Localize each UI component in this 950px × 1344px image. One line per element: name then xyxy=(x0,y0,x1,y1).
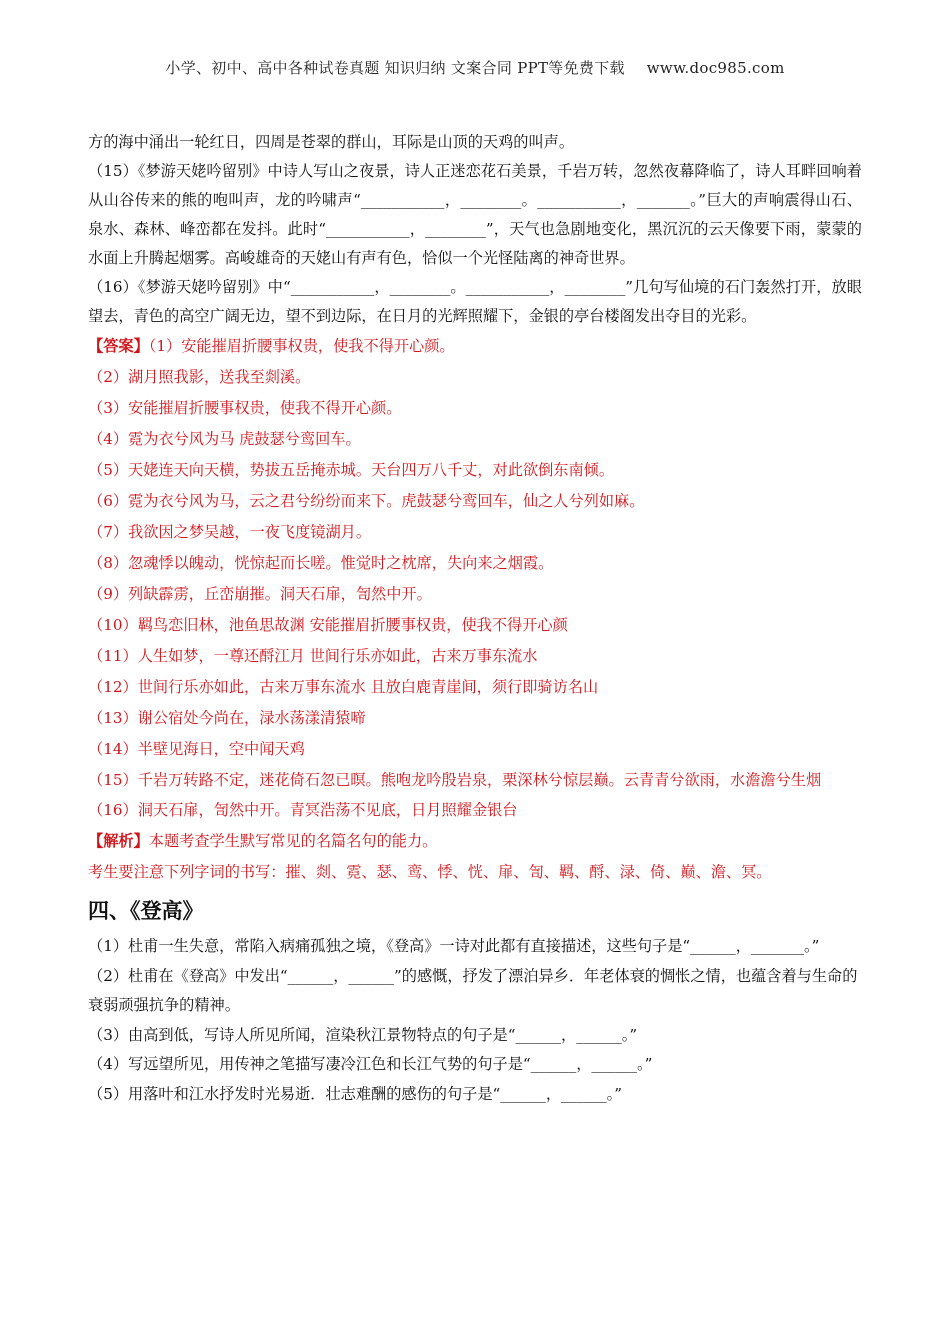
section-question: （2）杜甫在《登高》中发出“______，______”的感慨，抒发了漂泊异乡．年老体衰的惆怅之情，也蕴含着与生命的衰弱顽强抗争的精神。 xyxy=(88,966,858,1014)
question-15: （15）《梦游天姥吟留别》中诗人写山之夜景，诗人正迷恋花石美景，千岩万转，忽然夜幕降临了，诗人耳畔回响着从山谷传来的熊的咆叫声，龙的吟啸声“___________，________。___________，_______。”巨大的声响震得山石、泉水、森林、峰峦都在发抖。此时“___________，________”，天气也急剧地变化，黑沉沉的云天像要下雨，蒙蒙的水面上升腾起烟雾。高峻雄奇的天姥山有声有色，恰似一个光怪陆离的神奇世界。 xyxy=(88,162,862,267)
answer-item xyxy=(88,331,862,362)
answer-item: （16）洞天石扉，訇然中开。青冥浩荡不见底，日月照耀金银台 xyxy=(88,801,518,819)
answer-item: （14）半壁见海日，空中闻天鸡 xyxy=(88,740,305,758)
answer-item: （10）羁鸟恋旧林，池鱼思故渊 安能摧眉折腰事权贵，使我不得开心颜 xyxy=(88,616,568,634)
question-16: （16）《梦游天姥吟留别》中“___________，________。___________，________”几句写仙境的石门轰然打开，放眼望去，青色的高空广阔无边，望不到边际，在日月的光辉照耀下，金银的亭台楼阁发出夺目的光彩。 xyxy=(88,278,862,325)
answer-item: （7）我欲因之梦吴越，一夜飞度镜湖月。 xyxy=(88,523,372,541)
section-question: （3）由高到低，写诗人所见所闻，渲染秋江景物特点的句子是“______，______。” xyxy=(88,1025,638,1044)
analysis-line xyxy=(88,826,862,857)
analysis-tag: 【解析】 xyxy=(88,832,149,850)
header-text: 小学、初中、高中各种试卷真题 知识归纳 文案合同 PPT等免费下载 xyxy=(165,59,625,77)
header-site-link[interactable]: www.doc985.com xyxy=(646,59,785,77)
answer-item: （3）安能摧眉折腰事权贵，使我不得开心颜。 xyxy=(88,399,402,417)
answer-item: （6）霓为衣兮风为马，云之君兮纷纷而来下。虎鼓瑟兮鸾回车，仙之人兮列如麻。 xyxy=(88,492,645,510)
question-text: 方的海中涌出一轮红日，四周是苍翠的群山，耳际是山顶的天鸡的叫声。 xyxy=(88,133,574,151)
section-title: 四、《登高》 xyxy=(88,899,204,923)
answer-item: （9）列缺霹雳，丘峦崩摧。洞天石扉，訇然中开。 xyxy=(88,585,432,603)
answer-item: （15）千岩万转路不定，迷花倚石忽已暝。熊咆龙吟殷岩泉，栗深林兮惊层巅。云青青兮欲雨，水澹澹兮生烟 xyxy=(88,771,822,789)
answer-item: （4）霓为衣兮风为马 虎鼓瑟兮鸾回车。 xyxy=(88,430,361,448)
answer-tag: 【答案】 xyxy=(88,337,149,355)
answer-item: （12）世间行乐亦如此，古来万事东流水 且放白鹿青崖间，须行即骑访名山 xyxy=(88,678,599,696)
section-question: （5）用落叶和江水抒发时光易逝．壮志难酬的感伤的句子是“______，______。” xyxy=(88,1084,622,1103)
section-question: （1）杜甫一生失意，常陷入病痛孤独之境，《登高》一诗对此都有直接描述，这些句子是“______，_______。” xyxy=(88,937,820,955)
answer-item: （2）湖月照我影，送我至剡溪。 xyxy=(88,368,311,386)
analysis-text: 本题考查学生默写常见的名篇名句的能力。 xyxy=(148,832,438,850)
answer-item: （13）谢公宿处今尚在，渌水荡漾清猿啼 xyxy=(88,709,366,727)
answer-item: （11）人生如梦，一尊还酹江月 世间行乐亦如此，古来万事东流水 xyxy=(88,647,538,665)
document-body xyxy=(88,128,862,1109)
analysis-note: 考生要注意下列字词的书写：摧、剡、霓、瑟、鸾、悸、恍、扉、訇、羁、酹、渌、倚、巅、澹、冥。 xyxy=(88,863,772,881)
answer-item-text: （1）安能摧眉折腰事权贵，使我不得开心颜。 xyxy=(148,337,455,355)
page-header xyxy=(0,57,950,78)
answer-item: （8）忽魂悸以魄动，恍惊起而长嗟。惟觉时之枕席，失向来之烟霞。 xyxy=(88,554,554,572)
section-question: （4）写远望所见，用传神之笔描写凄冷江色和长江气势的句子是“______，______。” xyxy=(88,1055,653,1073)
answer-item: （5）天姥连天向天横，势拔五岳掩赤城。天台四万八千丈，对此欲倒东南倾。 xyxy=(88,461,615,479)
